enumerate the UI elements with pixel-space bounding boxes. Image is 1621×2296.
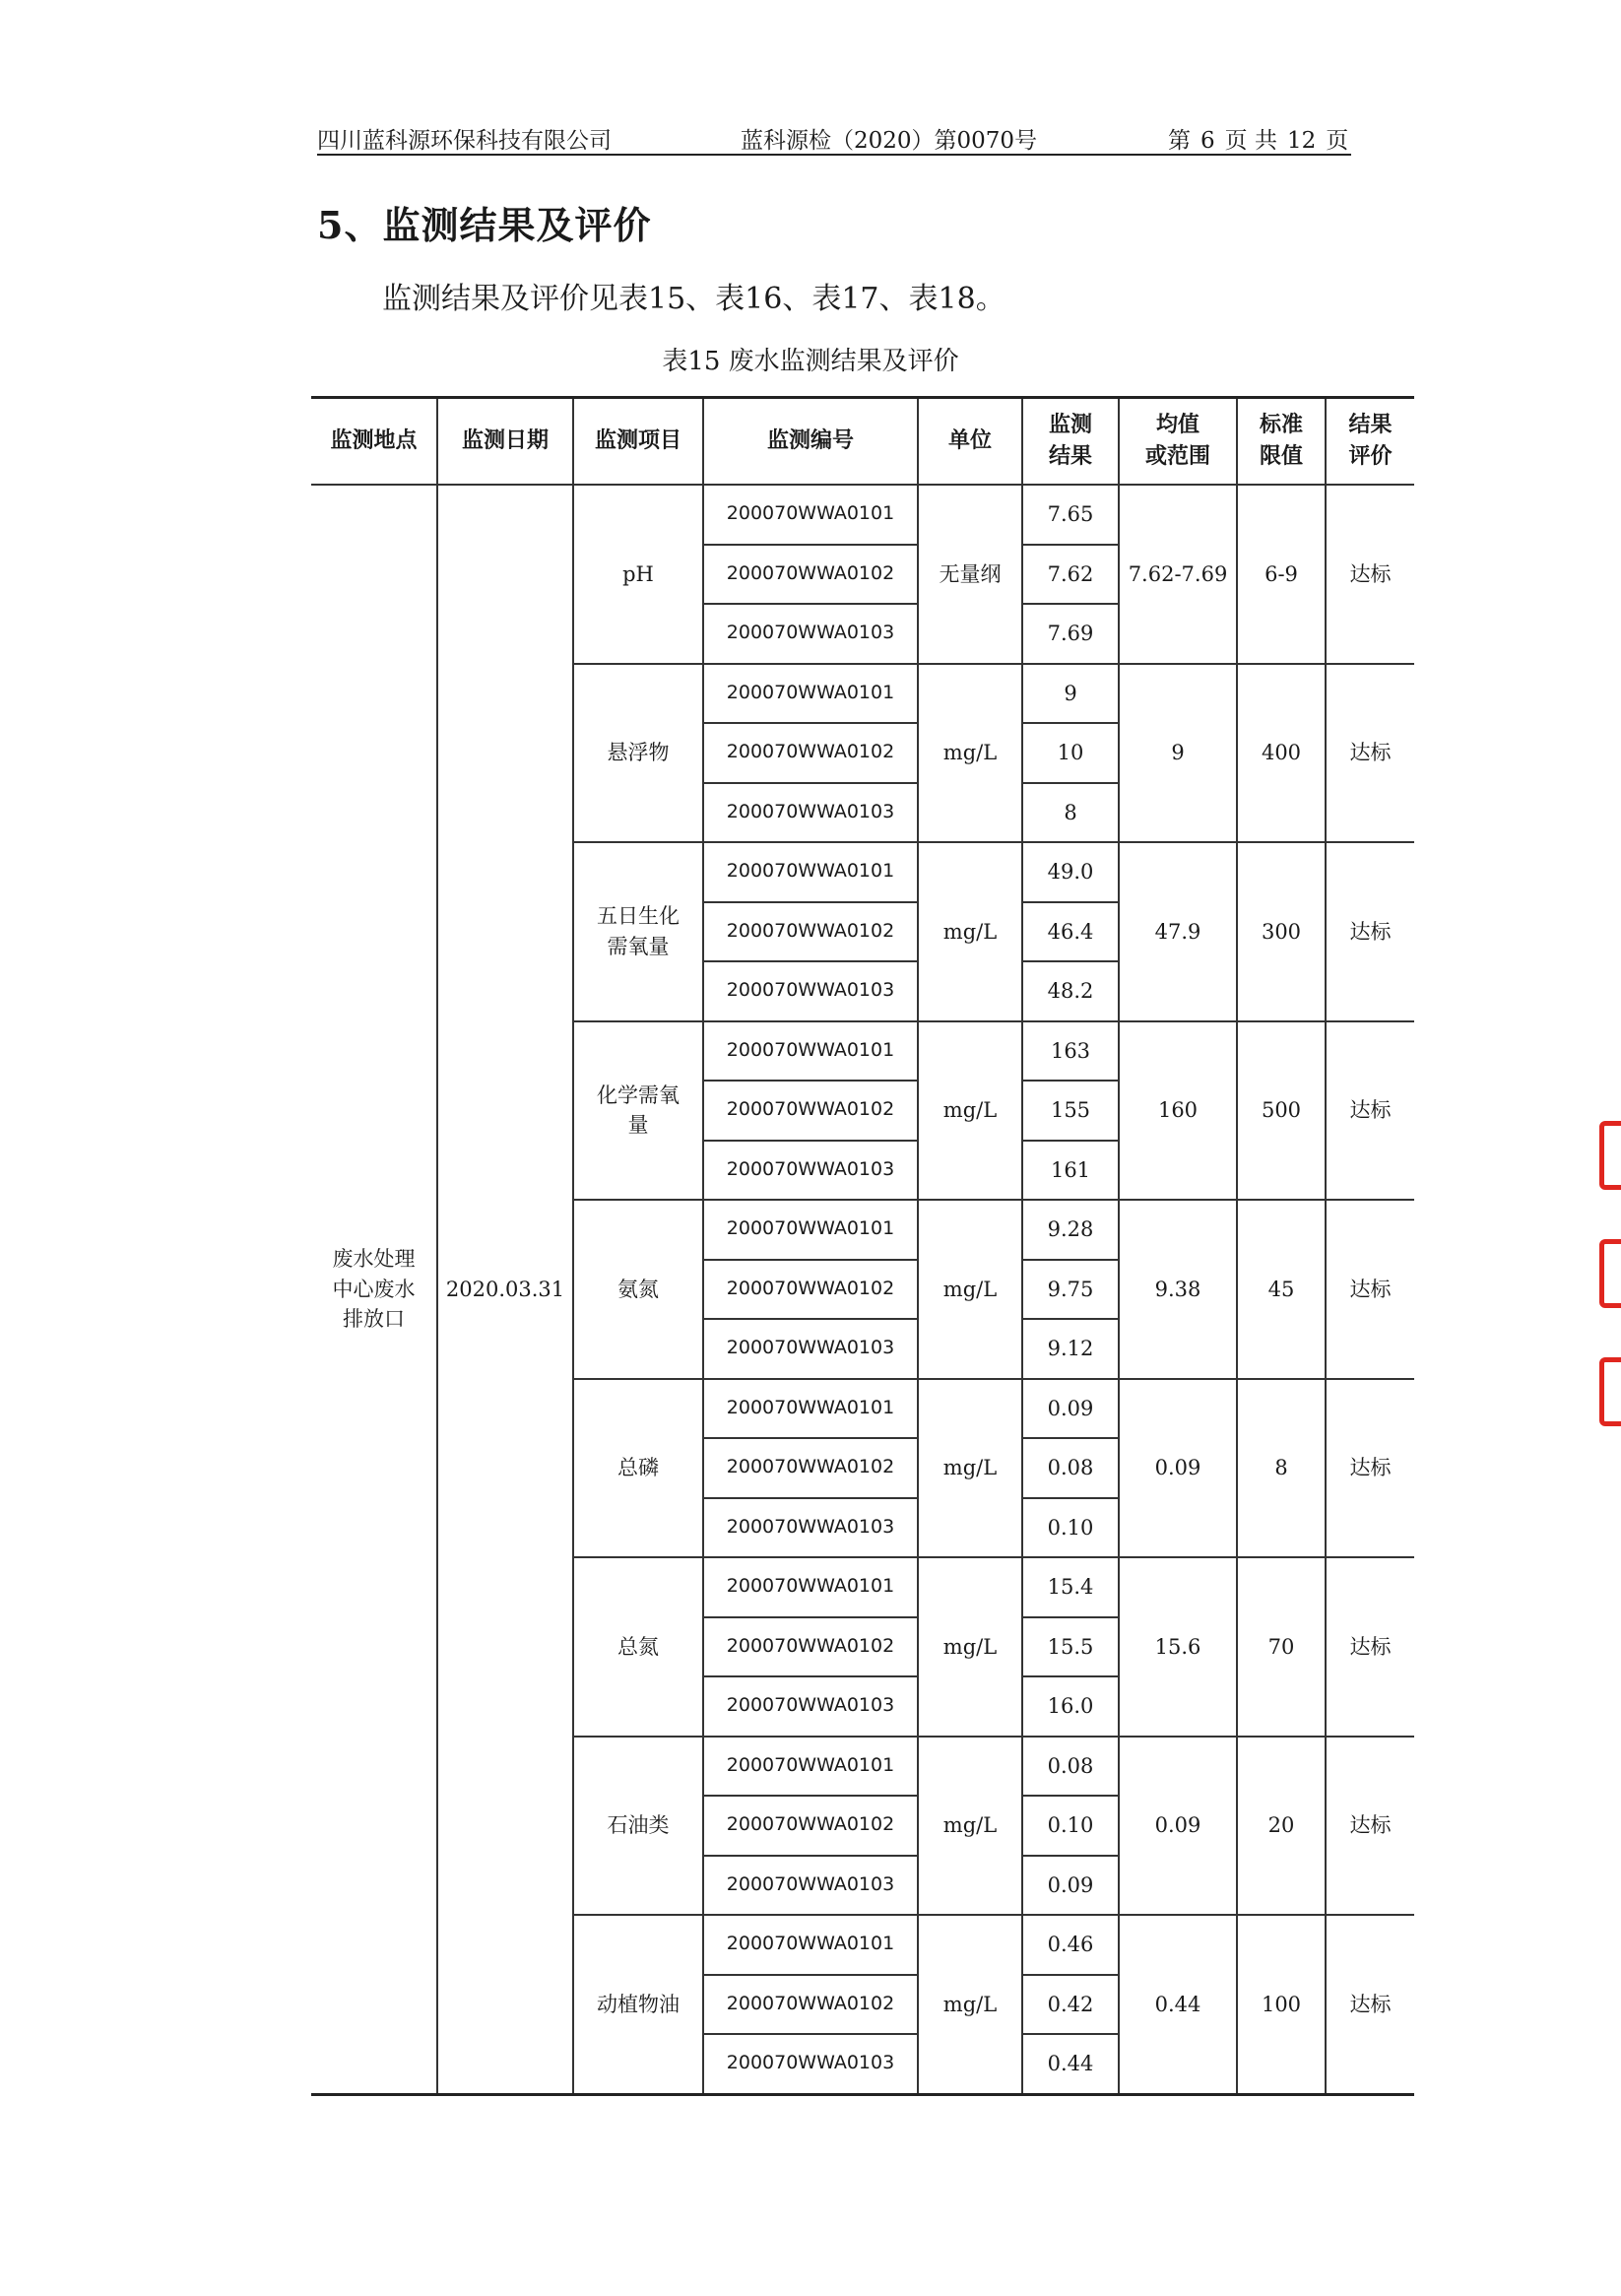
unit-cell: 无量纲 xyxy=(918,485,1022,664)
mean-cell: 9 xyxy=(1119,664,1237,843)
result-cell: 16.0 xyxy=(1022,1676,1119,1737)
header-date: 监测日期 xyxy=(437,398,573,486)
header-result: 监测 结果 xyxy=(1022,398,1119,486)
result-cell: 0.09 xyxy=(1022,1856,1119,1916)
result-cell: 0.10 xyxy=(1022,1796,1119,1856)
sample-code-cell: 200070WWA0101 xyxy=(703,1737,918,1797)
table-row xyxy=(311,485,1414,545)
mean-cell: 7.62-7.69 xyxy=(1119,485,1237,664)
header-item: 监测项目 xyxy=(573,398,703,486)
sample-code-cell: 200070WWA0101 xyxy=(703,1557,918,1617)
unit-cell: mg/L xyxy=(918,664,1022,843)
sample-code-cell: 200070WWA0102 xyxy=(703,1617,918,1677)
sample-code-cell: 200070WWA0103 xyxy=(703,783,918,843)
limit-cell: 20 xyxy=(1237,1737,1326,1916)
limit-cell: 8 xyxy=(1237,1379,1326,1558)
item-name-cell: 悬浮物 xyxy=(573,664,703,843)
result-cell: 49.0 xyxy=(1022,842,1119,902)
item-name-cell: 动植物油 xyxy=(573,1915,703,2094)
sample-code-cell: 200070WWA0103 xyxy=(703,1141,918,1201)
result-cell: 0.10 xyxy=(1022,1498,1119,1558)
item-name-cell: 总磷 xyxy=(573,1379,703,1558)
item-name-cell: 石油类 xyxy=(573,1737,703,1916)
result-cell: 0.09 xyxy=(1022,1379,1119,1439)
item-name-cell: 总氮 xyxy=(573,1557,703,1737)
sample-code-cell: 200070WWA0101 xyxy=(703,842,918,902)
mean-cell: 9.38 xyxy=(1119,1200,1237,1379)
header-unit: 单位 xyxy=(918,398,1022,486)
result-cell: 9.12 xyxy=(1022,1319,1119,1379)
header-location: 监测地点 xyxy=(311,398,437,486)
mean-cell: 15.6 xyxy=(1119,1557,1237,1737)
unit-cell: mg/L xyxy=(918,1200,1022,1379)
header-code: 监测编号 xyxy=(703,398,918,486)
sample-code-cell: 200070WWA0102 xyxy=(703,1796,918,1856)
header-mean: 均值 或范围 xyxy=(1119,398,1237,486)
result-cell: 48.2 xyxy=(1022,961,1119,1021)
company-name: 四川蓝科源环保科技有限公司 xyxy=(317,128,612,154)
sample-code-cell: 200070WWA0101 xyxy=(703,1021,918,1082)
result-cell: 10 xyxy=(1022,723,1119,783)
sample-code-cell: 200070WWA0102 xyxy=(703,545,918,605)
result-cell: 0.08 xyxy=(1022,1438,1119,1498)
evaluation-cell: 达标 xyxy=(1326,485,1414,664)
item-name-cell: pH xyxy=(573,485,703,664)
sample-code-cell: 200070WWA0103 xyxy=(703,1676,918,1737)
result-cell: 7.69 xyxy=(1022,604,1119,664)
sample-code-cell: 200070WWA0103 xyxy=(703,1498,918,1558)
sample-code-cell: 200070WWA0101 xyxy=(703,485,918,545)
limit-cell: 400 xyxy=(1237,664,1326,843)
page-prefix: 第 xyxy=(1168,128,1191,154)
item-name-cell: 氨氮 xyxy=(573,1200,703,1379)
result-cell: 0.08 xyxy=(1022,1737,1119,1797)
result-cell: 9.28 xyxy=(1022,1200,1119,1260)
sample-code-cell: 200070WWA0103 xyxy=(703,1319,918,1379)
location-cell: 废水处理 中心废水 排放口 xyxy=(311,485,437,2094)
sample-code-cell: 200070WWA0101 xyxy=(703,664,918,724)
result-cell: 7.62 xyxy=(1022,545,1119,605)
sample-code-cell: 200070WWA0102 xyxy=(703,723,918,783)
evaluation-cell: 达标 xyxy=(1326,842,1414,1021)
result-cell: 9.75 xyxy=(1022,1260,1119,1320)
sample-code-cell: 200070WWA0102 xyxy=(703,902,918,962)
table-header-row xyxy=(311,398,1414,486)
sample-code-cell: 200070WWA0102 xyxy=(703,1438,918,1498)
result-cell: 46.4 xyxy=(1022,902,1119,962)
date-cell: 2020.03.31 xyxy=(437,485,573,2094)
report-number: 蓝科源检（2020）第0070号 xyxy=(741,128,1038,154)
limit-cell: 100 xyxy=(1237,1915,1326,2094)
result-cell: 9 xyxy=(1022,664,1119,724)
result-cell: 7.65 xyxy=(1022,485,1119,545)
limit-cell: 6-9 xyxy=(1237,485,1326,664)
page-total: 12 xyxy=(1286,128,1317,154)
limit-cell: 500 xyxy=(1237,1021,1326,1201)
mean-cell: 160 xyxy=(1119,1021,1237,1201)
evaluation-cell: 达标 xyxy=(1326,1737,1414,1916)
intro-paragraph: 监测结果及评价见表15、表16、表17、表18。 xyxy=(382,282,1005,316)
limit-cell: 45 xyxy=(1237,1200,1326,1379)
unit-cell: mg/L xyxy=(918,1915,1022,2094)
result-cell: 0.44 xyxy=(1022,2034,1119,2094)
limit-cell: 300 xyxy=(1237,842,1326,1021)
page-mid: 页 共 xyxy=(1224,128,1277,154)
official-seal-edge xyxy=(1593,1121,1621,1446)
evaluation-cell: 达标 xyxy=(1326,1915,1414,2094)
header-limit: 标准 限值 xyxy=(1237,398,1326,486)
sample-code-cell: 200070WWA0103 xyxy=(703,961,918,1021)
page-indicator xyxy=(1168,122,1348,155)
unit-cell: mg/L xyxy=(918,1379,1022,1558)
result-cell: 15.4 xyxy=(1022,1557,1119,1617)
table-body xyxy=(311,485,1414,2094)
mean-cell: 0.09 xyxy=(1119,1737,1237,1916)
page-current: 6 xyxy=(1200,128,1215,154)
sample-code-cell: 200070WWA0101 xyxy=(703,1200,918,1260)
sample-code-cell: 200070WWA0103 xyxy=(703,2034,918,2094)
mean-cell: 0.44 xyxy=(1119,1915,1237,2094)
sample-code-cell: 200070WWA0101 xyxy=(703,1915,918,1975)
item-name-cell: 化学需氧 量 xyxy=(573,1021,703,1201)
page-suffix: 页 xyxy=(1326,128,1349,154)
result-cell: 8 xyxy=(1022,783,1119,843)
mean-cell: 47.9 xyxy=(1119,842,1237,1021)
sample-code-cell: 200070WWA0101 xyxy=(703,1379,918,1439)
sample-code-cell: 200070WWA0102 xyxy=(703,1975,918,2035)
unit-cell: mg/L xyxy=(918,1737,1022,1916)
sample-code-cell: 200070WWA0103 xyxy=(703,1856,918,1916)
header-eval: 结果 评价 xyxy=(1326,398,1414,486)
result-cell: 161 xyxy=(1022,1141,1119,1201)
item-name-cell: 五日生化 需氧量 xyxy=(573,842,703,1021)
wastewater-results-table xyxy=(311,396,1414,2096)
table-caption: 表15 废水监测结果及评价 xyxy=(662,347,959,376)
unit-cell: mg/L xyxy=(918,842,1022,1021)
result-cell: 0.46 xyxy=(1022,1915,1119,1975)
evaluation-cell: 达标 xyxy=(1326,1200,1414,1379)
evaluation-cell: 达标 xyxy=(1326,1557,1414,1737)
evaluation-cell: 达标 xyxy=(1326,1379,1414,1558)
limit-cell: 70 xyxy=(1237,1557,1326,1737)
result-cell: 15.5 xyxy=(1022,1617,1119,1677)
evaluation-cell: 达标 xyxy=(1326,1021,1414,1201)
sample-code-cell: 200070WWA0102 xyxy=(703,1260,918,1320)
unit-cell: mg/L xyxy=(918,1021,1022,1201)
sample-code-cell: 200070WWA0102 xyxy=(703,1081,918,1141)
result-cell: 163 xyxy=(1022,1021,1119,1082)
unit-cell: mg/L xyxy=(918,1557,1022,1737)
page-header xyxy=(317,114,1351,156)
evaluation-cell: 达标 xyxy=(1326,664,1414,843)
result-cell: 155 xyxy=(1022,1081,1119,1141)
mean-cell: 0.09 xyxy=(1119,1379,1237,1558)
section-title: 5、监测结果及评价 xyxy=(317,203,652,247)
sample-code-cell: 200070WWA0103 xyxy=(703,604,918,664)
result-cell: 0.42 xyxy=(1022,1975,1119,2035)
